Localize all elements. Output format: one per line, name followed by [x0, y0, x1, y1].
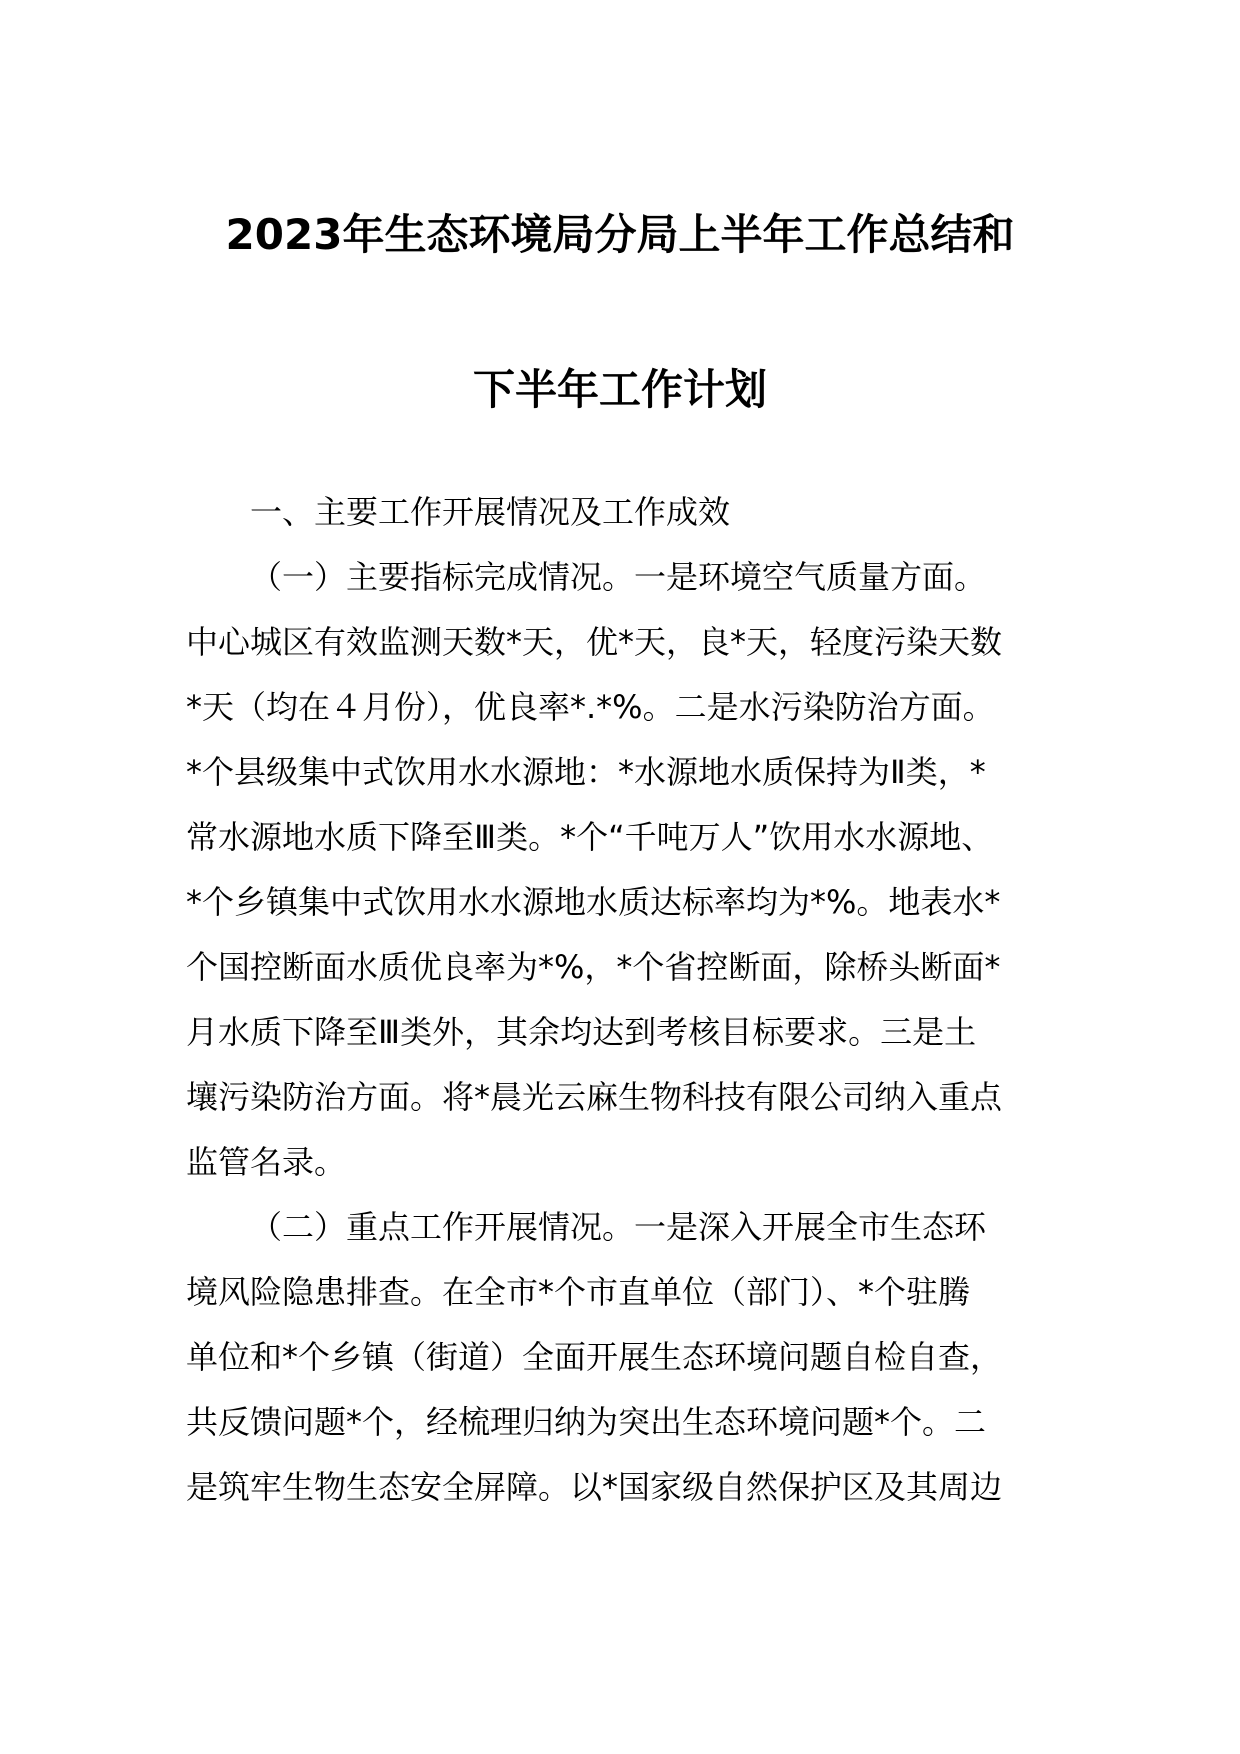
paragraph-line: 常水源地水质下降至Ⅲ类。*个“千吨万人”饮用水水源地、: [186, 818, 994, 856]
paragraph-line: *天（均在４月份），优良率*.*%。二是水污染防治方面。: [186, 688, 995, 726]
paragraph-line: *个乡镇集中式饮用水水源地水质达标率均为*%。地表水*: [186, 883, 1001, 921]
paragraph-line: 境风险隐患排查。在全市*个市直单位（部门）、*个驻腾: [186, 1273, 971, 1311]
paragraph-line: 月水质下降至Ⅲ类外，其余均达到考核目标要求。三是土: [186, 1013, 977, 1051]
paragraph-line: 是筑牢生物生态安全屏障。以*国家级自然保护区及其周边: [186, 1468, 1003, 1506]
paragraph-line: *个县级集中式饮用水水源地：*水源地水质保持为Ⅱ类，*: [186, 753, 986, 791]
paragraph-line: 个国控断面水质优良率为*%，*个省控断面，除桥头断面*: [186, 948, 1001, 986]
paragraph-line: 壤污染防治方面。将*晨光云麻生物科技有限公司纳入重点: [186, 1078, 1003, 1116]
paragraph-line: 中心城区有效监测天数*天，优*天，良*天，轻度污染天数: [186, 623, 1003, 661]
document-title-line-1: 2023年生态环境局分局上半年工作总结和: [225, 210, 1015, 259]
document-title-line-2: 下半年工作计划: [472, 365, 767, 414]
paragraph-line: 单位和*个乡镇（街道）全面开展生态环境问题自检自查，: [186, 1338, 1003, 1376]
paragraph-line: （一）主要指标完成情况。一是环境空气质量方面。: [250, 558, 987, 596]
paragraph-line: （二）重点工作开展情况。一是深入开展全市生态环: [250, 1208, 987, 1246]
paragraph-line: 共反馈问题*个，经梳理归纳为突出生态环境问题*个。二: [186, 1403, 987, 1441]
paragraph-line: 监管名录。: [186, 1143, 347, 1181]
section-heading: 一、主要工作开展情况及工作成效: [250, 493, 731, 531]
document-body: [186, 480, 1066, 1520]
